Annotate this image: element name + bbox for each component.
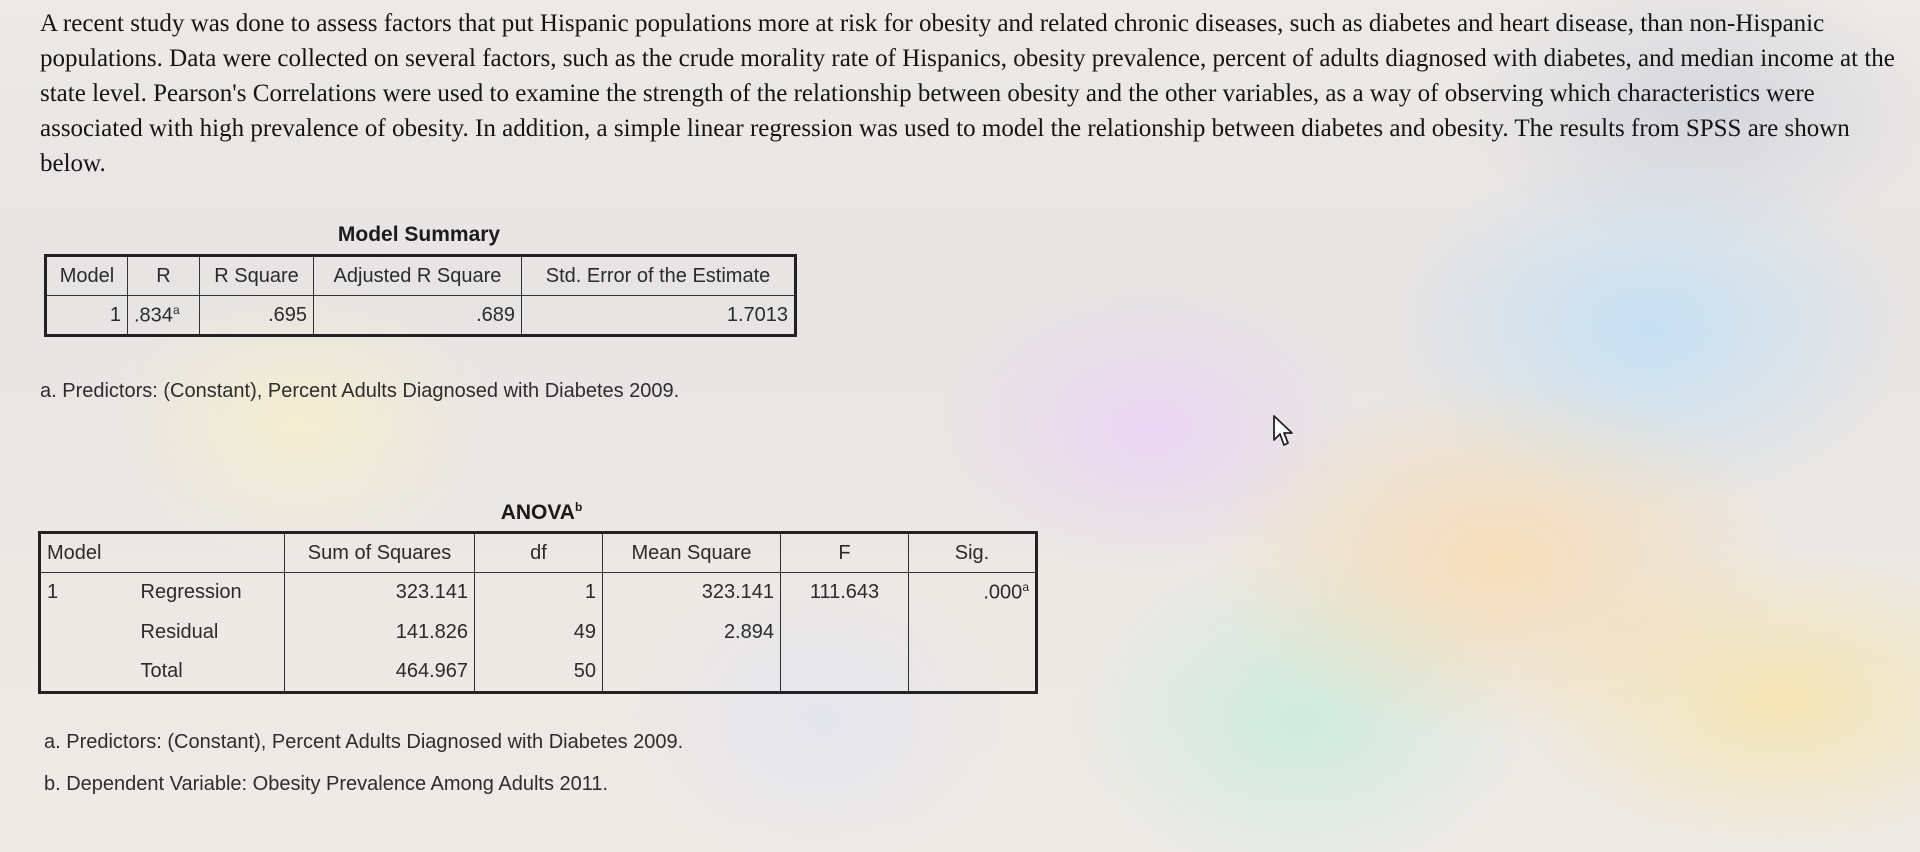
df-cell: 50 [475, 653, 603, 693]
anova-title: ANOVA$^b$ [500, 500, 583, 524]
ms-cell [603, 653, 781, 693]
column-header: Model [46, 256, 128, 296]
ss-cell: 141.826 [285, 613, 475, 653]
r-cell: .834$^a$ [128, 296, 200, 336]
std-error-cell: 1.7013 [522, 296, 796, 336]
df-cell: 49 [475, 613, 603, 653]
column-header: Adjusted R Square [314, 256, 522, 296]
sig-cell [909, 653, 1037, 693]
ss-cell: 323.141 [285, 573, 475, 613]
column-header: Sig. [909, 533, 1037, 573]
column-header: Model [40, 533, 135, 573]
table-row [46, 296, 796, 336]
column-header: Std. Error of the Estimate [522, 256, 796, 296]
model-cell-blank [40, 653, 135, 693]
model-summary-footnote: a. Predictors: (Constant), Percent Adults Diagnosed with Diabetes 2009. [40, 380, 680, 402]
ss-cell: 464.967 [285, 653, 475, 693]
f-cell [781, 613, 909, 653]
column-header: R [128, 256, 200, 296]
table-row [40, 653, 1037, 693]
anova-table [38, 531, 1038, 694]
ms-cell: 323.141 [603, 573, 781, 613]
sig-cell [909, 613, 1037, 653]
model-summary-title: Model Summary [337, 223, 501, 246]
model-cell: 1 [46, 296, 128, 336]
df-cell: 1 [475, 573, 603, 613]
column-header: Mean Square [603, 533, 781, 573]
column-header: df [475, 533, 603, 573]
row-label: Residual [135, 613, 285, 653]
model-cell-blank [40, 613, 135, 653]
ms-cell: 2.894 [603, 613, 781, 653]
r-square-cell: .695 [200, 296, 314, 336]
row-label: Regression [135, 573, 285, 613]
sig-cell: .000$^a$ [909, 573, 1037, 613]
table-header-row [40, 533, 1037, 573]
anova-footnote-a: a. Predictors: (Constant), Percent Adults Diagnosed with Diabetes 2009. [44, 731, 684, 753]
column-header-blank [135, 533, 285, 573]
f-cell: 111.643 [781, 573, 909, 613]
mouse-pointer-icon [1272, 414, 1296, 448]
anova-footnote-b: b. Dependent Variable: Obesity Prevalence Among Adults 2011. [44, 773, 609, 795]
model-summary-table [44, 254, 797, 337]
column-header: F [781, 533, 909, 573]
adj-r-square-cell: .689 [314, 296, 522, 336]
column-header: Sum of Squares [285, 533, 475, 573]
row-label: Total [135, 653, 285, 693]
f-cell [781, 653, 909, 693]
table-row [40, 613, 1037, 653]
column-header: R Square [200, 256, 314, 296]
table-row [40, 573, 1037, 613]
model-cell: 1 [40, 573, 135, 613]
intro-paragraph: A recent study was done to assess factors that put Hispanic populations more at risk for obesity and related chronic diseases, such as diabetes and heart disease, than non-Hispanic populations. Data were collected on several factors, such as the crude morality rate of Hispanics, obesity prevalence, percent of adults diagnosed with diabetes, and median income at the state level. Pearson's Correlations were used to examine the strength of the relationship between obesity and the other variables, as a way of observing which characteristics were associated with high prevalence of obesity. In addition, a simple linear regression was used to model the relationship between diabetes and obesity. The results from SPSS are shown below. [40, 10, 1895, 177]
table-header-row [46, 256, 796, 296]
